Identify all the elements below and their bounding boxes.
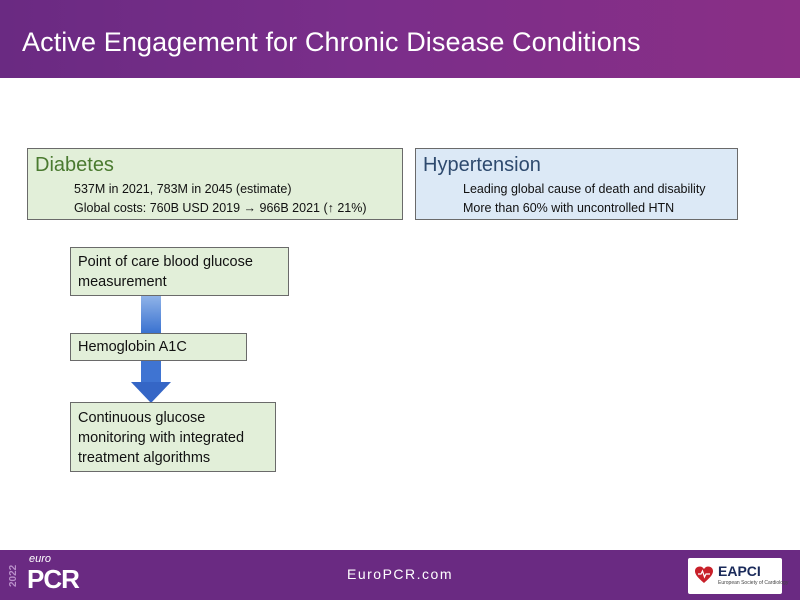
diabetes-costs: Global costs: 760B USD 2019 → 966B 2021 (↑ 21%) <box>74 201 367 215</box>
diabetes-title: Diabetes <box>35 154 114 176</box>
slide-header <box>0 0 800 78</box>
esc-text: European Society of Cardiology <box>718 580 789 586</box>
logo-year: 2022 <box>8 564 19 588</box>
diabetes-box <box>27 148 403 220</box>
flow-arrow-shaft-lower <box>141 361 161 383</box>
hypertension-cause: Leading global cause of death and disability <box>463 182 706 196</box>
down-arrow-icon <box>131 382 171 403</box>
logo-euro-text: euro <box>29 553 52 565</box>
hypertension-box <box>415 148 738 220</box>
slide-title: Active Engagement for Chronic Disease Conditions <box>22 27 641 57</box>
eapci-text: EAPCI <box>718 563 761 579</box>
heart-icon <box>694 565 714 585</box>
flow-step-point-of-care: Point of care blood glucose measurement <box>70 247 289 296</box>
flow-arrow-shaft-upper <box>141 296 161 333</box>
eapci-logo <box>688 558 789 594</box>
hypertension-title: Hypertension <box>423 154 541 176</box>
slide-footer <box>0 550 800 600</box>
diabetes-prevalence: 537M in 2021, 783M in 2045 (estimate) <box>74 182 292 196</box>
flow-step-hba1c: Hemoglobin A1C <box>70 333 247 361</box>
footer-url[interactable]: EuroPCR.com <box>347 566 453 582</box>
hypertension-uncontrolled: More than 60% with uncontrolled HTN <box>463 201 675 215</box>
europcr-logo: PCR <box>27 564 79 594</box>
flow-step-cgm: Continuous glucose monitoring with integrated treatment algorithms <box>70 402 276 472</box>
